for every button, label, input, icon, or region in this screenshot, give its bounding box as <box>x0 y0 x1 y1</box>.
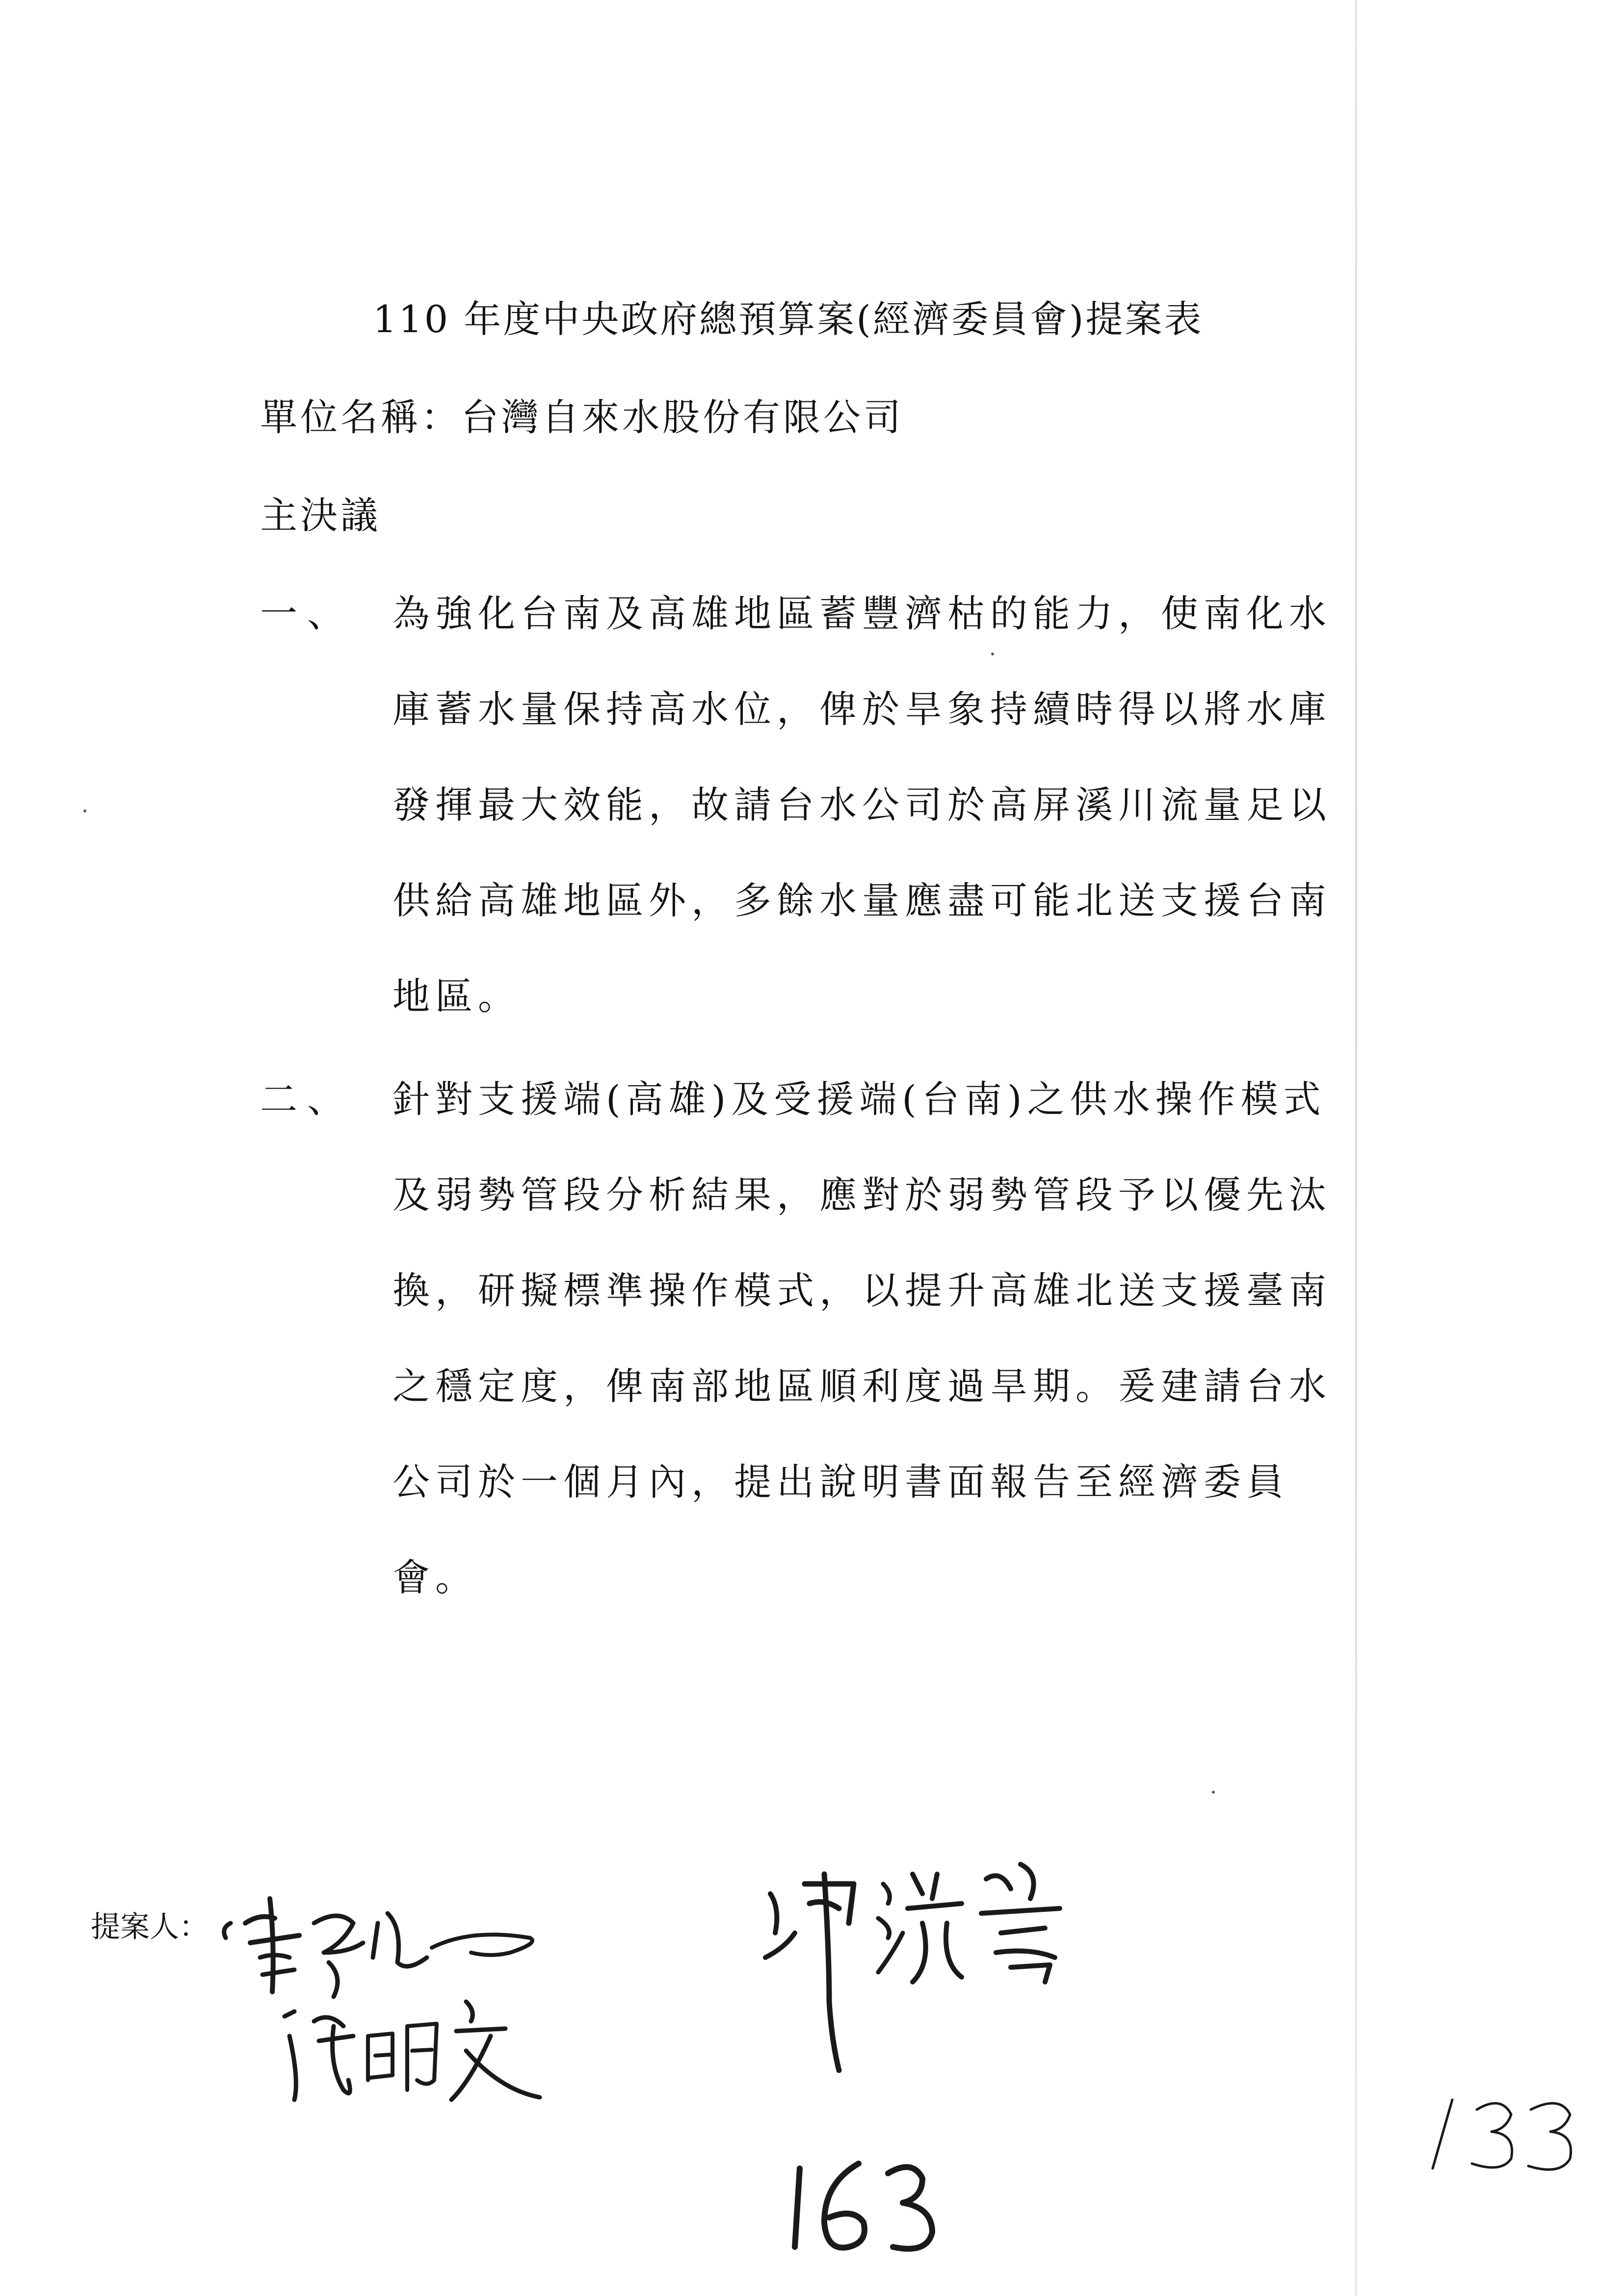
scan-speck <box>991 652 994 655</box>
item-2-line-2: 及弱勢管段分析結果，應對於弱勢管段予以優先汰 <box>393 1173 1332 1217</box>
proposer-label: 提案人： <box>91 1910 209 1944</box>
item-2-line-3: 換，研擬標準操作模式，以提升高雄北送支援臺南 <box>393 1269 1332 1312</box>
unit-name: 單位名稱：台灣自來水股份有限公司 <box>260 395 904 439</box>
item-2-number: 二、 <box>260 1077 354 1121</box>
item-2-line-5: 公司於一個月內，提出說明書面報告至經濟委員 <box>393 1460 1289 1504</box>
main-resolution-heading: 主決議 <box>260 494 381 537</box>
item-1-number: 一、 <box>260 592 354 635</box>
item-2-line-4: 之穩定度，俾南部地區順利度過旱期。爰建請台水 <box>393 1364 1332 1408</box>
item-1-line-5: 地區。 <box>393 974 521 1018</box>
signature-2-handwritten <box>275 1982 550 2110</box>
item-1-line-1: 為強化台南及高雄地區蓄豐濟枯的能力，使南化水 <box>393 592 1332 635</box>
item-1-line-3: 發揮最大效能，故請台水公司於高屏溪川流量足以 <box>393 783 1332 827</box>
item-1-line-2: 庫蓄水量保持高水位，俾於旱象持續時得以將水庫 <box>393 687 1332 731</box>
document-title: 110 年度中央政府總預算案(經濟委員會)提案表 <box>373 297 1204 341</box>
item-2-line-1: 針對支援端(高雄)及受援端(台南)之供水操作模式 <box>393 1077 1326 1121</box>
scan-edge-line <box>1355 0 1357 2296</box>
scan-speck <box>1212 1791 1215 1794</box>
item-1-line-4: 供給高雄地區外，多餘水量應盡可能北送支援台南 <box>393 879 1332 922</box>
item-2-line-6: 會。 <box>393 1556 478 1599</box>
handwritten-corner-number-133 <box>1423 2085 1590 2183</box>
handwritten-page-number-163 <box>785 2149 942 2262</box>
signature-3-handwritten <box>756 1854 1089 2090</box>
scan-speck <box>83 809 86 812</box>
